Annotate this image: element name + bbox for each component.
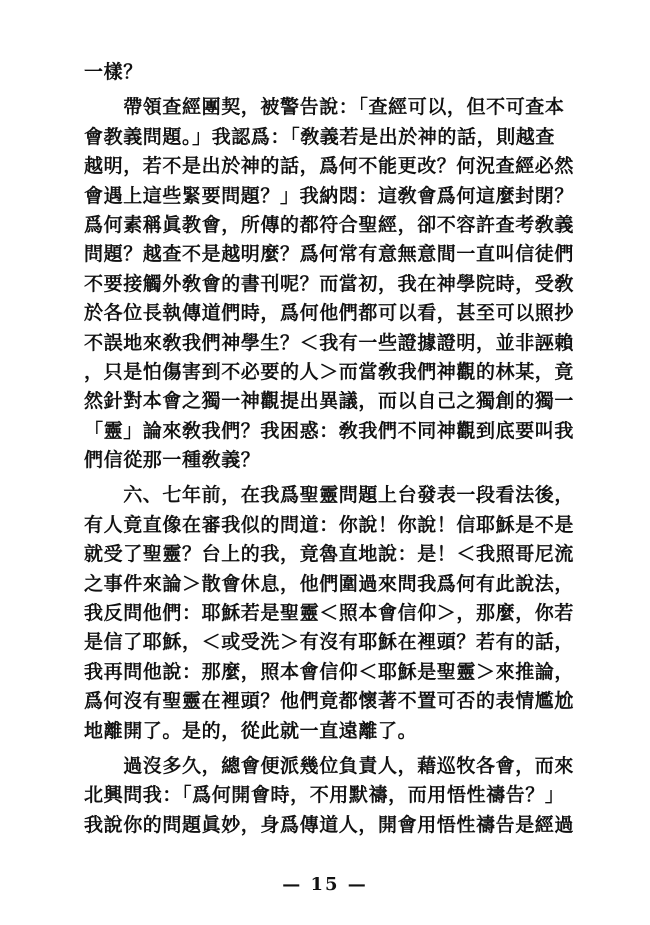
text-line: 爲何素稱眞教會，所傳的都符合聖經，卻不容許查考敎義 — [84, 213, 574, 236]
text-line: 我說你的問題眞妙，身爲傳道人，開會用悟性禱告是經過 — [84, 813, 574, 836]
text-line: 地離開了。是的，從此就一直遠離了。 — [84, 719, 418, 742]
text-line: 越明，若不是出於神的話，爲何不能更改？何況查經必然 — [84, 155, 574, 178]
body-text — [84, 58, 574, 840]
text-line: 會教義問題。」我認爲：「敎義若是出於神的話，則越查 — [84, 125, 556, 148]
text-line: 不誤地來敎我們神學生？＜我有一些證據證明，並非誣賴 — [84, 331, 574, 354]
text-line: 於各位長執傳道們時，爲何他們都可以看，甚至可以照抄 — [84, 302, 574, 325]
text-line: 帶領查經團契，被警告說：「查經可以，但不可查本 — [84, 96, 565, 119]
text-line: 之事件來論＞散會休息，他們圍過來問我爲何有此說法， — [84, 572, 574, 595]
text-line: 不要接觸外敎會的書刊呢？而當初，我在神學院時，受敎 — [84, 272, 574, 295]
text-line: 北興問我：「爲何開會時，不用默禱，而用悟性禱告？」 — [84, 784, 565, 807]
text-line: 然針對本會之獨一神觀提出異議，而以自己之獨創的獨一 — [84, 390, 574, 413]
text-line: 會遇上這些緊要問題？」我納悶：這敎會爲何這麼封閉？ — [84, 184, 574, 207]
text-line: 是信了耶穌，＜或受洗＞有沒有耶穌在裡頭？若有的話， — [84, 631, 574, 654]
text-line: 六、七年前，在我爲聖靈問題上台發表一段看法後， — [84, 484, 574, 507]
text-line: 們信從那一種敎義？ — [84, 449, 261, 472]
text-line: ，只是怕傷害到不必要的人＞而當敎我們神觀的林某，竟 — [84, 360, 574, 383]
text-line: 我再問他說：那麼，照本會信仰＜耶穌是聖靈＞來推論， — [84, 660, 574, 683]
text-line: 有人竟直像在審我似的問道：你說！你說！信耶穌是不是 — [84, 513, 574, 536]
text-line: 就受了聖靈？台上的我，竟魯直地說：是！＜我照哥尼流 — [84, 543, 574, 566]
text-line: 爲何沒有聖靈在裡頭？他們竟都懷著不置可否的表情尷尬 — [84, 690, 574, 713]
text-line: 一樣？ — [84, 61, 143, 83]
text-line: 過沒多久，總會便派幾位負責人，藉巡牧各會，而來 — [84, 754, 574, 777]
text-line: 「靈」論來敎我們？我困惑：敎我們不同神觀到底要叫我 — [84, 419, 574, 442]
text-line: 我反問他們：耶穌若是聖靈＜照本會信仰＞，那麼，你若 — [84, 602, 574, 625]
text-line: 問題？越查不是越明麼？爲何常有意無意間一直叫信徒們 — [84, 243, 574, 266]
page-number: — 15 — — [282, 874, 368, 895]
